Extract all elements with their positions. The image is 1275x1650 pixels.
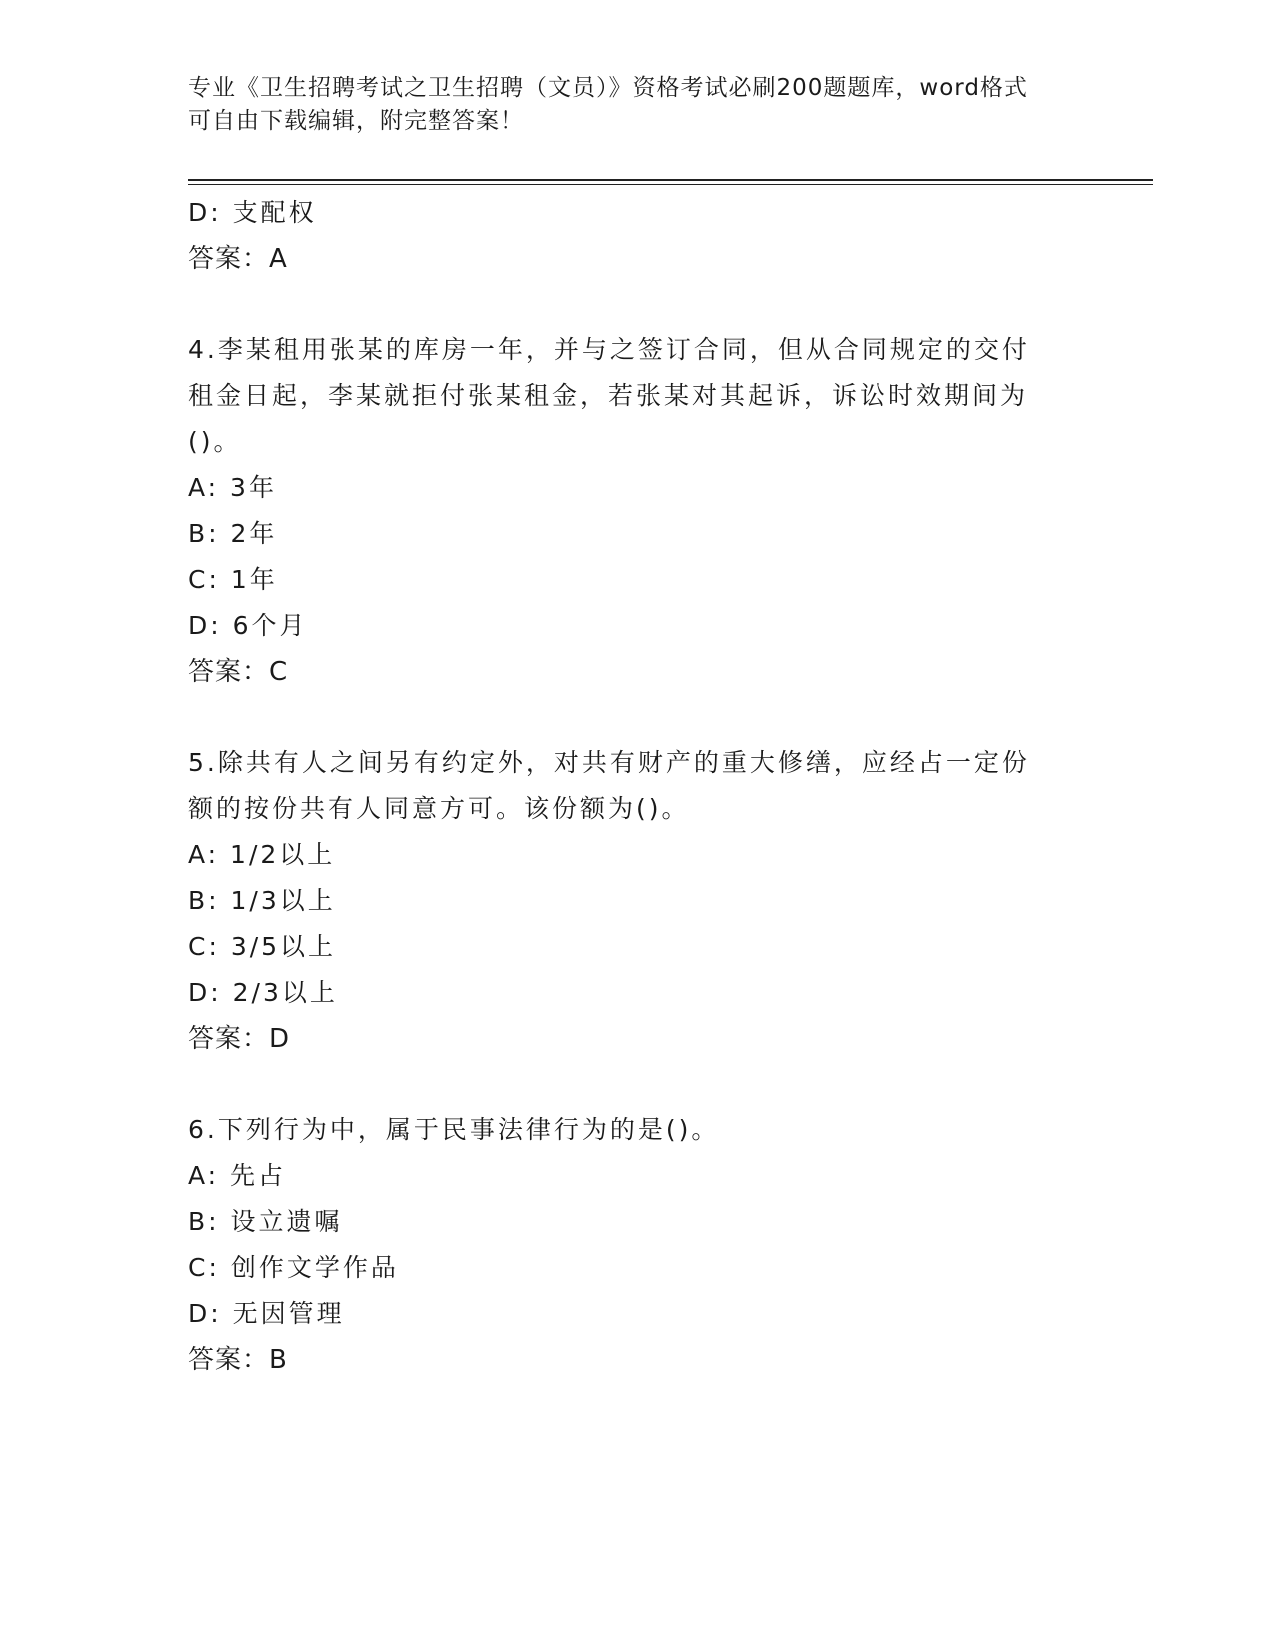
answer-line: 答案：D	[188, 1024, 291, 1054]
option-a: A: 先占	[188, 1161, 287, 1190]
answer-line: 答案：B	[188, 1345, 288, 1375]
answer-line: 答案：C	[188, 657, 289, 687]
question-5	[188, 740, 1068, 1062]
header-divider	[188, 179, 1153, 185]
option-c: C: 3/5以上	[188, 932, 337, 961]
option-d: D: 支配权	[188, 198, 317, 227]
question-4	[188, 327, 1068, 695]
option-d: D: 无因管理	[188, 1299, 345, 1328]
question-text: 额的按份共有人同意方可。该份额为()。	[188, 794, 690, 823]
option-d: D: 2/3以上	[188, 978, 338, 1007]
option-c: C: 创作文学作品	[188, 1253, 399, 1282]
answer-line: 答案：A	[188, 244, 288, 274]
question-list	[188, 190, 1068, 1383]
option-a: A: 1/2以上	[188, 840, 336, 869]
question-text: ()。	[188, 427, 242, 456]
option-b: B: 2年	[188, 519, 278, 548]
spacer	[188, 695, 1068, 740]
question-text: 6.下列行为中，属于民事法律行为的是()。	[188, 1115, 720, 1144]
question-text: 租金日起，李某就拒付张某租金，若张某对其起诉，诉讼时效期间为	[188, 381, 1029, 410]
spacer	[188, 1062, 1068, 1107]
prev-question-tail	[188, 190, 1068, 282]
header-title-line-1: 专业《卫生招聘考试之卫生招聘（文员）》资格考试必刷200题题库，word格式	[188, 75, 1028, 101]
option-a: A: 3年	[188, 473, 277, 502]
option-b: B: 1/3以上	[188, 886, 336, 915]
spacer	[188, 282, 1068, 327]
option-d: D: 6个月	[188, 611, 308, 640]
header-title-line-2: 可自由下载编辑，附完整答案！	[188, 108, 524, 134]
option-c: C: 1年	[188, 565, 278, 594]
option-b: B: 设立遗嘱	[188, 1207, 343, 1236]
question-text: 4.李某租用张某的库房一年，并与之签订合同，但从合同规定的交付	[188, 335, 1030, 364]
question-text: 5.除共有人之间另有约定外，对共有财产的重大修缮，应经占一定份	[188, 748, 1030, 777]
question-6	[188, 1107, 1068, 1383]
document-header	[188, 72, 1068, 138]
